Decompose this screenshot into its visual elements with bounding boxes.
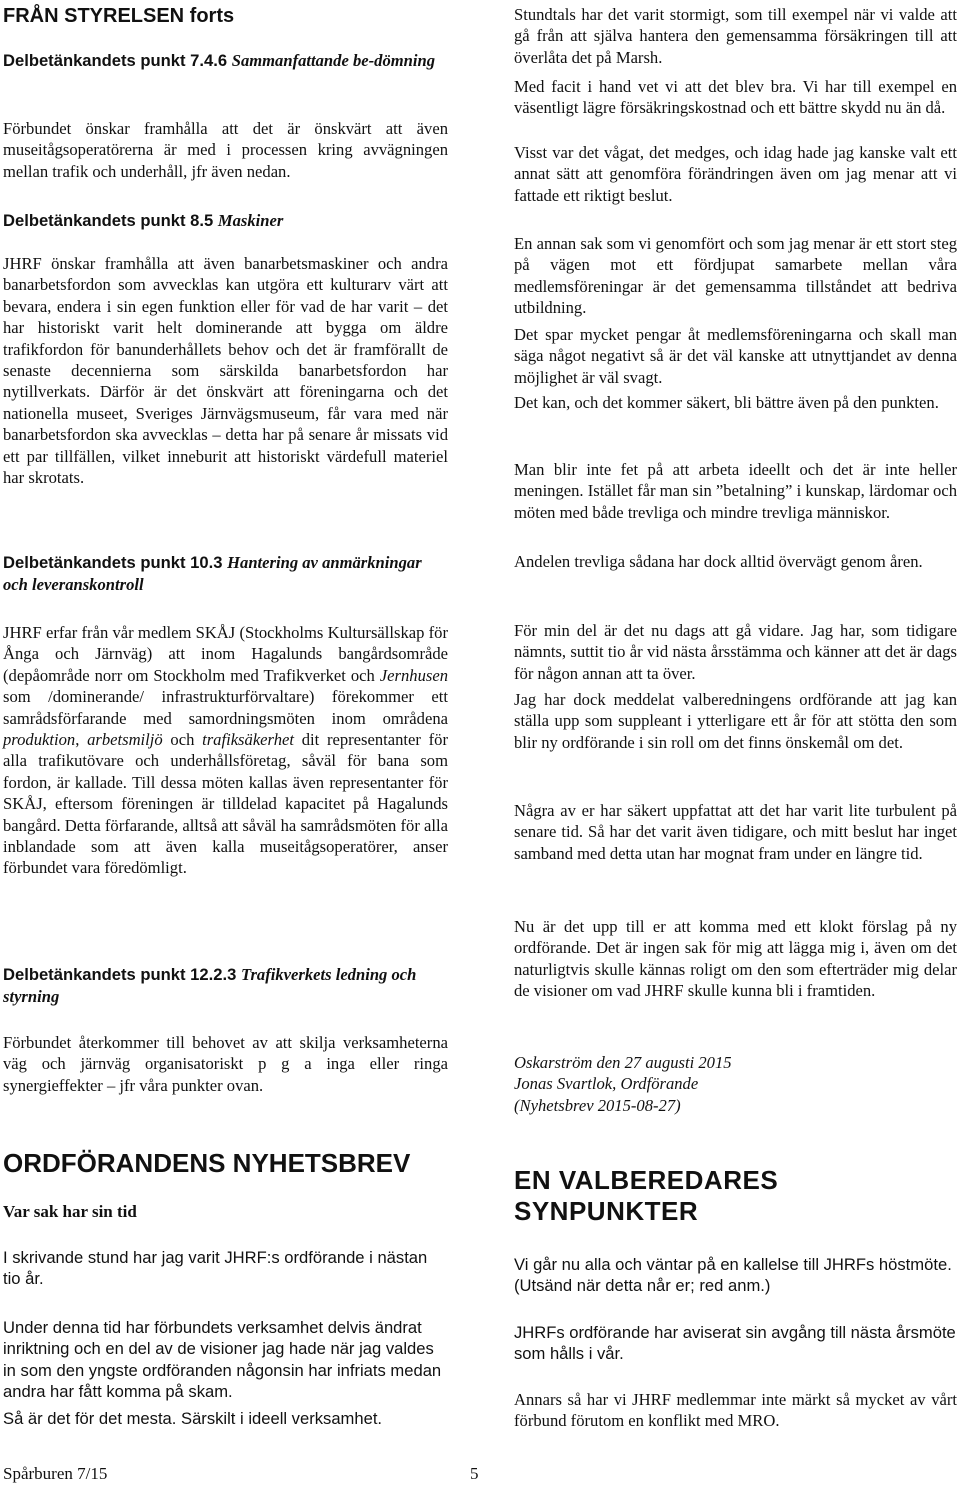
heading-12-2-3-number: Delbetänkandets punkt 12.2.3 (3, 965, 237, 984)
signature-block (514, 1052, 957, 1116)
heading-8-5-number: Delbetänkandets punkt 8.5 (3, 211, 214, 230)
footer-publication: Spårburen 7/15 (3, 1464, 108, 1483)
trafiksakerhet-term: trafiksäkerhet (202, 730, 294, 750)
paragraph-10-3: JHRF erfar från vår medlem SKÅJ (Stockholms Kultursällskap för Ånga och Järnväg) att inom Hagalunds bangårdsområde (depåområde norr om Stockholm med Trafikverket och Jernhusen som /dominerande/ infrastrukturförvaltare) förekommer ett samrådsförfarande med samordningsmöten inom områdena produktion, arbetsmiljö och trafiksäkerhet dit representanter för alla trafikutövare och underhållsföretag, såväl för bana som fordon, är kallade. Till dessa möten kallas även representanter för SKÅJ, eftersom föreningen är tilldelad kapacitet på Hagalunds bangård. Detta förfarande, alltså att såväl ha samrådsmöten för alla inblandade som att även kalla museitågsoperatörer, anser förbundet vara föredömligt. (3, 623, 448, 878)
paragraph-12-2-3: Förbundet återkommer till behovet av att skilja verksamheterna väg och järnväg organisatoriskt p g a inga eller ringa synergieffekter – jfr våra punkter ovan. (3, 1033, 448, 1095)
heading-10-3-number: Delbetänkandets punkt 10.3 (3, 553, 223, 572)
newsletter-paragraph-2: Under denna tid har förbundets verksamhet delvis ändrat inriktning och en del av de visioner jag hade när jag valdes in som den yngste ordföranden någonsin har infriats medan andra har fått komma på skam. (3, 1318, 442, 1402)
heading-7-4-6 (3, 50, 448, 72)
right-paragraph-8: Andelen trevliga sådana har dock alltid övervägt genom åren. (514, 552, 923, 571)
right-paragraph-10: Jag har dock meddelat valberedningens ordförande att jag kan ställa upp som suppleant i ytterligare ett år för att stötta den som blir ny ordförande i sin roll om det finns önskemål om det. (514, 690, 957, 752)
valberedare-title: EN VALBEREDARES SYNPUNKTER (514, 1165, 779, 1226)
right-paragraph-2: Med facit i hand vet vi att det blev bra. Vi har till exempel en väsentligt lägre försäkringskostnad och ett bättre skydd nu än då. (514, 77, 957, 118)
heading-10-3 (3, 552, 448, 596)
heading-12-2-3-title: Trafikverkets ledning och styrning (3, 965, 417, 1006)
heading-7-4-6-title: Sammanfattande be-dömning (231, 51, 436, 70)
newsletter-paragraph-3: Så är det för det mesta. Särskilt i ideell verksamhet. (3, 1409, 383, 1428)
right-paragraph-12: Nu är det upp till er att komma med ett klokt förslag på ny ordförande. Det är ingen sak för mig att lägga mig i, även om det naturligtvis skulle kännas roligt om den som efterträder mig delar de visioner om vad JHRF skulle kunna bli i framtiden. (514, 917, 957, 1001)
newsletter-subtitle: Var sak har sin tid (3, 1202, 137, 1221)
signature-name: Jonas Svartlok, Ordförande (514, 1074, 699, 1094)
conjunction-och: och (170, 730, 195, 750)
right-paragraph-4: En annan sak som vi genomfört och som jag menar är ett stort steg på vägen mot ett fördjupat samarbete mellan våra medlemsföreningar är det gemensamma tillståndet att bedriva utbildning. (514, 234, 957, 318)
signature-source: (Nyhetsbrev 2015-08-27) (514, 1095, 681, 1115)
right-paragraph-3: Visst var det vågat, det medges, och idag hade jag kanske valt ett annat sätt att genomföra förändringen även om jag menar att vi fattade ett riktigt beslut. (514, 143, 957, 205)
arbetsmiljo-term: arbetsmiljö (87, 730, 163, 750)
section-title: FRÅN STYRELSEN forts (3, 5, 235, 27)
valberedare-paragraph-2: JHRFs ordförande har aviserat sin avgång till nästa årsmöte som hålls i vår. (514, 1323, 956, 1364)
paragraph-10-3-part-a: JHRF erfar från vår medlem SKÅJ (Stockholms Kultursällskap för Ånga och Järnväg) att inom Hagalunds bangårdsområde (depåområde norr om Stockholm med Trafikverket och (3, 623, 448, 685)
right-paragraph-1: Stundtals har det varit stormigt, som till exempel när vi valde att gå från att själva hantera den gemensamma försäkringen till att överlåta det på Marsh. (514, 5, 957, 67)
newsletter-title: ORDFÖRANDENS NYHETSBREV (3, 1148, 411, 1178)
newsletter-paragraph-1: I skrivande stund har jag varit JHRF:s ordförande i nästan tio år. (3, 1248, 428, 1289)
right-paragraph-7: Man blir inte fet på att arbeta ideellt och det är inte heller meningen. Istället får man sin ”betalning” i kunskap, lärdomar och möten med både trevliga och mindre trevliga människor. (514, 460, 957, 522)
right-paragraph-11: Några av er har säkert uppfattat att det har varit lite turbulent på senare tid. Så har det varit även tidigare, och mitt beslut har inget samband med detta utan har mognat fram under en längre tid. (514, 801, 957, 863)
paragraph-10-3-part-c: dit representanter för alla trafikutövare och underhållsföretag, såväl för bana som fordon, är kallade. Till dessa möten kallas även representanter för SKÅJ, eftersom föreningen är tilldelad kapacitet på Hagalunds bangård. Detta förfarande, alltså att såväl ha samrådsmöten för alla inblandade som att även kalla museitågsoperatörer, anser förbundet vara föredömligt. (3, 730, 448, 878)
valberedare-paragraph-3: Annars så har vi JHRF medlemmar inte märkt så mycket av vårt förbund förutom en konflikt med MRO. (514, 1390, 957, 1431)
right-paragraph-6: Det kan, och det kommer säkert, bli bättre även på den punkten. (514, 393, 939, 412)
heading-8-5 (3, 210, 448, 232)
right-paragraph-5: Det spar mycket pengar åt medlemsföreningarna och skall man säga något negativt så är det väl kanske att utnyttjandet av denna möjlighet är väl svagt. (514, 325, 957, 387)
jernhusen-term: Jernhusen (379, 665, 448, 685)
heading-8-5-title: Maskiner (217, 211, 284, 230)
heading-10-3-title: Hantering av anmärkningar och leveranskontroll (3, 553, 422, 594)
paragraph-8-5: JHRF önskar framhålla att även banarbetsmaskiner och andra banarbetsfordon som avvecklas kan utgöra ett kulturarv värt att bevara, endera i sin egen funktion eller för vad de har varit – det har historiskt varit helt dominerande att bygga om äldre trafikfordon för banunderhållets behov och det är framförallt de senaste decennierna som särskilda banarbetsfordon har nytillverkats. Därför är det önskvärt att föreningarna och det nationella museet, Sveriges Järnvägsmuseum, får vara med när banarbetsfordon ska avvecklas – detta har på senare år missats vid ett par tillfällen, vilket inneburit att historiskt värdefull materiel har skrotats. (3, 254, 448, 488)
signature-place-date: Oskarström den 27 augusti 2015 (514, 1053, 732, 1072)
produktion-term: produktion (3, 730, 76, 750)
paragraph-10-3-part-b: som /dominerande/ infrastrukturförvaltare) förekommer ett samrådsförfarande med samordningsmöten inom områdena (3, 687, 448, 728)
right-paragraph-9: För min del är det nu dags att gå vidare. Jag har, som tidigare nämnts, suttit tio år vid nästa årsstämma och känner att det är dags för någon annan att ta över. (514, 621, 957, 683)
heading-12-2-3 (3, 964, 448, 1008)
paragraph-7-4-6: Förbundet önskar framhålla att det är önskvärt att även museitågsoperatörerna är med i processen kring avvägningen mellan trafik och underhåll, jfr även nedan. (3, 119, 448, 181)
heading-7-4-6-number: Delbetänkandets punkt 7.4.6 (3, 51, 228, 70)
valberedare-paragraph-1: Vi går nu alla och väntar på en kallelse till JHRFs höstmöte. (Utsänd när detta når er; red anm.) (514, 1255, 952, 1296)
page-number: 5 (470, 1464, 479, 1483)
